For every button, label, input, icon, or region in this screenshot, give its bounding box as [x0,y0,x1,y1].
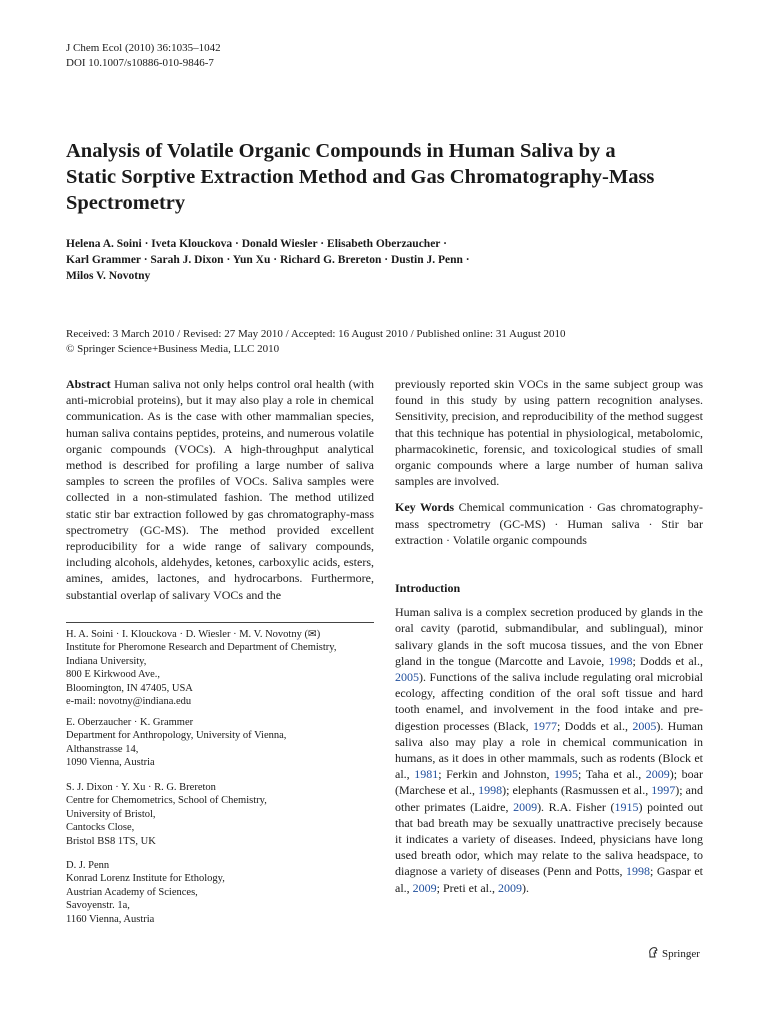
citation-link[interactable]: 1915 [614,799,639,814]
author-line: Milos V. Novotny [66,270,151,282]
citation-link[interactable]: 1998 [478,783,503,798]
citation-link[interactable]: 2005 [632,718,657,733]
affiliation-block [66,781,374,848]
footnote-divider [66,622,374,623]
affiliation-line: Cantocks Close, [66,822,135,834]
publication-dates [66,327,706,357]
affiliation-line: Konrad Lorenz Institute for Ethology, [66,873,225,885]
affiliation-block [66,716,374,770]
affiliation-line: Department for Anthropology, University of Vienna, [66,730,287,742]
citation-link[interactable]: 2009 [645,767,670,782]
author-list [66,236,626,284]
introduction-segment: ). R.A. Fisher ( [537,799,615,814]
abstract-heading: Abstract [66,377,111,391]
affiliation-line: Indiana University, [66,655,147,667]
citation-link[interactable]: 1977 [532,718,557,733]
affiliation-line: H. A. Soini · I. Klouckova · D. Wiesler · M. V. Novotny (✉) [66,629,321,640]
right-column [395,376,703,896]
publisher-name: Springer [662,947,700,960]
introduction-heading: Introduction [395,581,461,596]
introduction-text [395,604,703,896]
introduction-segment: ; Dodds et al., [632,653,703,668]
citation-link[interactable]: 1998 [626,864,651,879]
affiliation-line: Althanstrasse 14, [66,743,139,755]
citation-link[interactable]: 1998 [608,653,633,668]
affiliation-line: S. J. Dixon · Y. Xu · R. G. Brereton [66,782,216,793]
introduction-segment: ). Human saliva also may play a role in chemical communication in humans, as it does in other mammals, such as rodents (Block et al., [395,718,703,782]
author-line: Karl Grammer · Sarah J. Dixon · Yun Xu · Richard G. Brereton · Dustin J. Penn · [66,254,470,266]
affiliation-line: 1090 Vienna, Austria [66,757,155,769]
keywords-text: Chemical communication · Gas chromatography-mass spectrometry (GC-MS) · Human saliva · Stir bar extraction · Volatile organic compounds [395,500,704,547]
introduction-segment: ). Functions of the saliva include regulating oral microbial ecology, affecting condition of the oral soft tissue and hard tooth enamel, and involvement in the food intake and pre-digestion processes (Black, [395,670,703,733]
citation-link[interactable]: 2009 [412,880,437,895]
affiliation-line: Savoyenstr. 1a, [66,900,130,912]
citation-link[interactable]: 2005 [395,670,419,685]
abstract-left [66,376,374,603]
citation-link[interactable]: 2009 [513,799,538,814]
citation-link[interactable]: 1997 [651,783,676,798]
citation: J Chem Ecol (2010) 36:1035–1042 [66,42,221,54]
introduction-segment: ; Ferkin and Johnston, [438,767,555,782]
affiliation-block [66,859,374,926]
keywords [395,499,703,548]
introduction-segment: ); boar (Marchese et al., [395,767,703,798]
citation-link[interactable]: 1995 [554,767,579,782]
author-line: Helena A. Soini · Iveta Klouckova · Donald Wiesler · Elisabeth Oberzaucher · [66,238,447,250]
affiliation-line: Centre for Chemometrics, School of Chemistry, [66,795,267,807]
affiliation-line: D. J. Penn [66,860,110,871]
introduction-segment: ; Preti et al., [436,880,498,895]
affiliation-line: Institute for Pheromone Research and Department of Chemistry, [66,642,337,654]
received-line: Received: 3 March 2010 / Revised: 27 May 2010 / Accepted: 16 August 2010 / Published online: 31 August 2010 [66,328,566,340]
citation-link[interactable]: 1981 [414,767,439,782]
introduction-segment: ); and other primates (Laidre, [395,783,703,814]
affiliation-line: E. Oberzaucher · K. Grammer [66,717,194,728]
abstract-continued: previously reported skin VOCs in the same subject group was found in this study by using pattern recognition analyses. Sensitivity, precision, and reproducibility of the method suggest that this technique has potential in physiological, metabolomic, pharmacokinetic, forensic, and toxicological studies of small organic compounds where a large number of human saliva samples are involved. [395,377,703,489]
affiliation-line: 800 E Kirkwood Ave., [66,669,161,681]
springer-knight-icon [648,946,659,961]
affiliation-block [66,628,374,708]
journal-header [66,41,221,71]
abstract-text: Human saliva not only helps control oral health (with anti-microbial proteins), but it may also play a role in chemical communication. As is the case with other mammalian species, human saliva contains peptides, proteins, and numerous volatile organic compounds (VOCs). A high-throughput analytical method is described for profiling a large number of saliva samples to screen the profiles of VOCs. Saliva samples were collected in a non-stimulated fashion. The method utilized static stir bar extraction followed by gas chromatography-mass spectrometry (GC-MS). The method provided excellent reproducibility for a wide range of salivary compounds, including alcohols, aldehydes, ketones, carboxylic acids, esters, amines, amides, lactones, and hydrocarbons. Furthermore, substantial overlap of salivary VOCs and the [66,377,374,602]
article-title: Analysis of Volatile Organic Compounds in Human Saliva by a Static Sorptive Extraction Method and Gas Chromatography-Mass Spectrometry [66,140,655,214]
affiliation-line: University of Bristol, [66,808,156,820]
doi: DOI 10.1007/s10886-010-9846-7 [66,57,214,69]
introduction-segment: ; Taha et al., [578,767,646,782]
affiliation-line: 1160 Vienna, Austria [66,913,155,925]
publisher-footer [648,946,700,961]
copyright-line: © Springer Science+Business Media, LLC 2010 [66,343,280,355]
affiliation-line: e-mail: novotny@indiana.edu [66,696,192,708]
introduction-segment: ; Gaspar et al., [395,864,704,895]
affiliation-line: Bloomington, IN 47405, USA [66,682,193,694]
introduction-segment: ); elephants (Rasmussen et al., [502,783,652,798]
keywords-heading: Key Words [395,500,455,515]
affiliation-line: Bristol BS8 1TS, UK [66,835,156,847]
introduction-segment: ; Dodds et al., [556,718,633,733]
introduction-segment: ). [522,880,529,895]
affiliation-line: Austrian Academy of Sciences, [66,886,198,898]
citation-link[interactable]: 2009 [498,880,522,895]
introduction-segment: ) pointed out that bad breath may be sexually unattractive precisely because it indicates a variety of diseases. Indeed, physicians have long used breath odor, which may relate to the saliva headspace, to diagnose a variety of diseases (Penn and Potts, [395,799,703,879]
introduction-segment: Human saliva is a complex secretion produced by glands in the oral cavity (parotid, submandibular, and sublingual), minor salivary glands in the soft mucosa tissues, and the von Ebner gland in the tongue (Marcotte and Lavoie, [395,605,703,668]
